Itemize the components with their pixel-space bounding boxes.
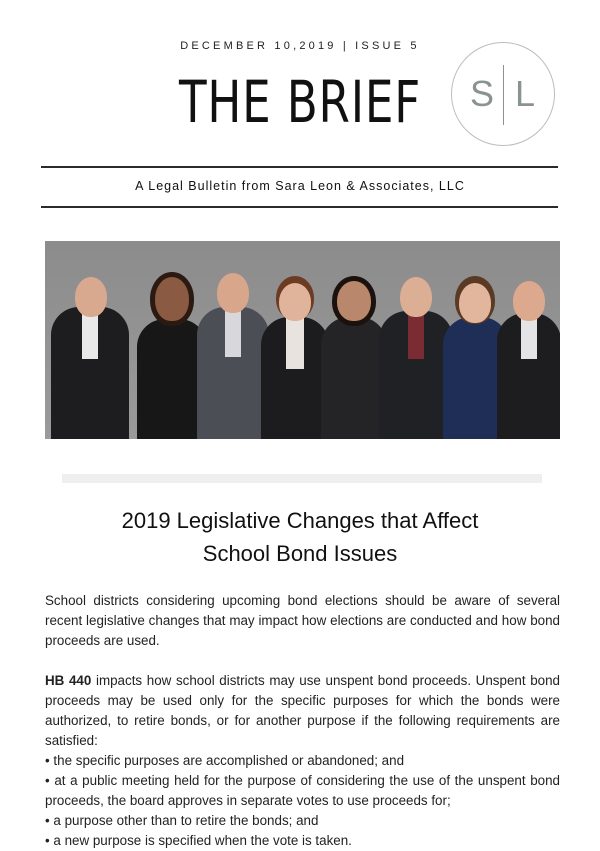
team-member-figure [197,257,269,439]
header-top-rule [41,166,558,168]
tagline: A Legal Bulletin from Sara Leon & Associates, LLC [135,179,465,193]
article-body [45,591,560,851]
header-bottom-rule [41,206,558,208]
headline-line-1: 2019 Legislative Changes that Affect [121,508,479,533]
intro-paragraph: School districts considering upcoming bond elections should be aware of several recent legislative changes that may impact how elections are conducted and how bond proceeds are used. [45,593,560,648]
article-headline [40,504,560,570]
bullet-item: • the specific purposes are accomplished or abandoned; and [45,753,405,768]
bullet-item: • a new purpose is specified when the vote is taken. [45,833,352,848]
issue-dateline: DECEMBER 10,2019 | ISSUE 5 [180,40,420,52]
bullet-item: • at a public meeting held for the purpose of considering the use of the unspent bond proceeds, the board approves in separate votes to use proceeds for; [45,773,560,808]
team-member-figure [261,269,329,439]
bill-number: HB 440 [45,673,92,688]
bill-description: impacts how school districts may use unspent bond proceeds. Unspent bond proceeds may be used only for the specific purposes for which the bonds were authorized, to retire bonds, or for another purpose if the following requirements are satisfied: [45,673,560,748]
section-divider [62,474,542,483]
team-member-figure [379,261,453,439]
logo-letter-l: L [515,73,536,114]
team-member-figure [321,267,387,439]
bullet-item: • a purpose other than to retire the bonds; and [45,813,319,828]
firm-logo [451,42,555,146]
logo-letter-s: S [470,73,495,114]
headline-line-2: School Bond Issues [202,541,398,566]
logo-divider [503,65,504,125]
bill-paragraph [45,671,560,751]
team-photo [45,241,560,439]
newsletter-title: THE BRIEF [178,68,422,136]
team-member-figure [51,259,129,439]
team-member-figure [497,263,560,439]
